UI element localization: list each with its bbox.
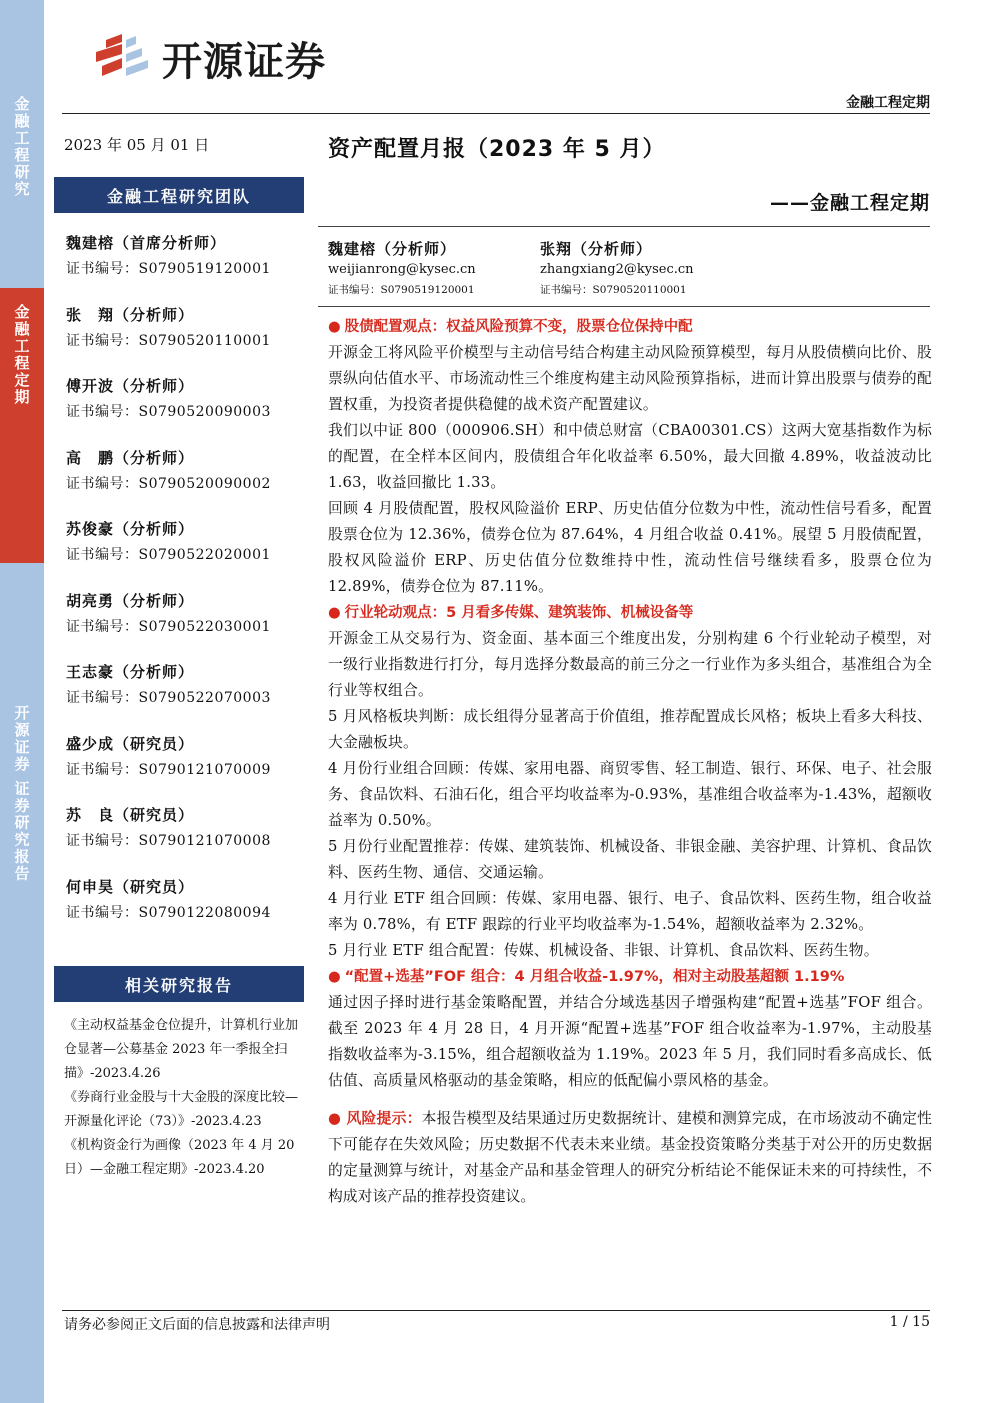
side-strip-top [0, 80, 44, 285]
side-strip [0, 0, 44, 1403]
report-subtitle: ——金融工程定期 [769, 192, 930, 214]
side-strip-mid [0, 288, 44, 563]
analyst-name: 苏俊豪（分析师） [66, 520, 195, 538]
body-paragraph: 5 月行业 ETF 组合配置：传媒、机械设备、非银、计算机、食品饮料、医药生物。 [328, 942, 879, 959]
body-paragraph: 开源金工从交易行为、资金面、基本面三个维度出发，分别构建 6 个行业轮动子模型，对一级行业指数进行打分，每月选择分数最高的前三分之一行业作为多头组合，基准组合为全行业等权组合。 [328, 630, 932, 699]
analyst-name: 傅开波（分析师） [66, 377, 195, 395]
analyst-name: 苏 良（研究员） [66, 806, 195, 824]
footer-disclaimer: 请务必参阅正文后面的信息披露和法律声明 [64, 1317, 330, 1333]
related-reports-list [64, 1014, 310, 1182]
related-report-link[interactable]: 《券商行业金股与十大金股的深度比较—开源量化评论（73）》-2023.4.23 [64, 1090, 299, 1129]
author-name: 魏建榕（分析师） [328, 240, 457, 258]
report-title: 资产配置月报（2023 年 5 月） [328, 137, 666, 162]
side-strip-bottom [0, 565, 44, 1403]
body-paragraph: 回顾 4 月股债配置，股权风险溢价 ERP、历史估值分位数为中性，流动性信号看多，配置股票仓位为 12.36%，债券仓位为 87.64%，4 月组合收益 0.41%。展望 5 月股债配置，股权风险溢价 ERP、历史估值分位数维持中性，流动性信号继续看多，股票仓位为 12.89%，债券仓位为 87.11%。 [328, 500, 932, 595]
related-report-link[interactable]: 《机构资金行为画像（2023 年 4 月 20 日）—金融工程定期》-2023.4.20 [64, 1138, 295, 1177]
footer-divider [62, 1310, 930, 1311]
body-paragraph: 4 月行业 ETF 组合回顾：传媒、家用电器、银行、电子、食品饮料、医药生物，组合收益率为 0.78%，有 ETF 跟踪的行业平均收益率为-1.54%，超额收益率为 2.32%。 [328, 890, 932, 933]
author-email[interactable]: weijianrong@kysec.cn [328, 262, 476, 277]
analyst-cert: 证书编号：S0790520090002 [66, 475, 271, 492]
body-paragraph: 我们以中证 800（000906.SH）和中债总财富（CBA00301.CS）这两大宽基指数作为标的配置，在全样本区间内，股债组合年化收益率 6.50%，最大回撤 4.89%，收益波动比 1.63，收益回撤比 1.33。 [328, 422, 932, 491]
section-heading [328, 964, 932, 990]
analyst-list [66, 232, 306, 947]
author-email[interactable]: zhangxiang2@kysec.cn [540, 262, 694, 277]
author-item [328, 238, 476, 297]
analyst-item [66, 518, 306, 590]
analyst-cert: 证书编号：S0790121070008 [66, 833, 271, 849]
analyst-item [66, 876, 306, 948]
analyst-cert: 证书编号：S0790520090003 [66, 404, 271, 420]
bullet-icon: ● [328, 969, 341, 985]
author-name: 张翔（分析师） [540, 240, 653, 258]
risk-heading: 风险提示： [346, 1110, 422, 1127]
section-heading [328, 314, 932, 340]
analyst-item [66, 304, 306, 376]
analyst-name: 胡亮勇（分析师） [66, 591, 195, 610]
bullet-icon: ● [328, 1110, 347, 1127]
side-label-periodic: 金融工程定期 [12, 304, 31, 406]
section-heading-text: 股债配置观点：权益风险预算不变，股票仓位保持中配 [344, 319, 693, 335]
analyst-cert: 证书编号：S0790522030001 [66, 618, 271, 635]
author-block [328, 238, 928, 298]
report-date: 2023 年 05 月 01 日 [64, 136, 210, 154]
risk-text: 本报告模型及结果通过历史数据统计、建模和测算完成，在市场波动不确定性下可能存在失效风险；历史数据不代表未来业绩。基金投资策略分类基于对公开的历史数据的定量测算与统计，对基金产品和基金管理人的研究分析结论不能保证未来的可持续性，不构成对该产品的推荐投资建议。 [328, 1110, 932, 1205]
analyst-name: 高 鹏（分析师） [66, 448, 195, 467]
analyst-item [66, 804, 306, 876]
author-divider [318, 306, 930, 307]
analyst-cert: 证书编号：S0790520110001 [66, 332, 271, 349]
analyst-item [66, 447, 306, 519]
analyst-item [66, 232, 306, 304]
header-divider [62, 113, 930, 114]
header-category: 金融工程定期 [846, 95, 930, 111]
body-paragraph: 5 月风格板块判断：成长组得分显著高于价值组，推荐配置成长风格；板块上看多大科技、大金融板块。 [328, 708, 932, 751]
author-cert: 证书编号：S0790520110001 [540, 284, 687, 296]
body-paragraph: 5 月份行业配置推荐：传媒、建筑装饰、机械设备、非银金融、美容护理、计算机、食品饮料、医药生物、通信、交通运输。 [328, 838, 932, 881]
body-paragraph: 4 月份行业组合回顾：传媒、家用电器、商贸零售、轻工制造、银行、环保、电子、社会服务、食品饮料、石油石化，组合平均收益率为-0.93%，基准组合收益率为-1.43%，超额收益率为 0.50%。 [328, 760, 932, 829]
section-heading-text: 行业轮动观点：5 月看多传媒、建筑装饰、机械设备等 [344, 605, 694, 621]
bullet-icon: ● [328, 319, 341, 335]
body-paragraph: 开源金工将风险平价模型与主动信号结合构建主动风险预算模型，每月从股债横向比价、股票纵向估值水平、市场流动性三个维度构建主动风险预算指标，进而计算出股票与债券的配置权重，为投资者提供稳健的战术资产配置建议。 [328, 344, 932, 413]
analyst-name: 魏建榕（首席分析师） [66, 234, 227, 252]
analyst-name: 张 翔（分析师） [66, 305, 195, 324]
team-banner: 金融工程研究团队 [54, 177, 304, 213]
brand-logo-icon [92, 32, 152, 86]
analyst-cert: 证书编号：S0790522020001 [66, 547, 271, 563]
risk-warning [328, 1106, 932, 1210]
subtitle-divider [318, 226, 930, 227]
brand-logo [92, 30, 326, 87]
author-item [540, 238, 694, 297]
analyst-item [66, 375, 306, 447]
analyst-name: 何申昊（研究员） [66, 877, 195, 896]
report-body [328, 314, 932, 1210]
analyst-name: 盛少成（研究员） [66, 734, 195, 753]
analyst-name: 王志豪（分析师） [66, 663, 195, 681]
page-number: 1 / 15 [889, 1314, 930, 1330]
spacer [328, 1094, 932, 1104]
section-heading [328, 600, 932, 626]
analyst-item [66, 661, 306, 733]
side-label-brand: 开源证券 证券研究报告 [12, 705, 31, 883]
analyst-cert: 证书编号：S0790522070003 [66, 690, 271, 706]
section-heading-text: “配置+选基”FOF 组合：4 月组合收益-1.97%，相对主动股基超额 1.19% [344, 969, 845, 985]
side-label-research: 金融工程研究 [12, 96, 31, 198]
analyst-item [66, 733, 306, 805]
related-reports-banner: 相关研究报告 [54, 966, 304, 1002]
analyst-cert: 证书编号：S0790519120001 [66, 261, 271, 277]
related-report-link[interactable]: 《主动权益基金仓位提升，计算机行业加仓显著—公募基金 2023 年一季报全扫描》-2023.4.26 [64, 1018, 299, 1081]
bullet-icon: ● [328, 605, 341, 621]
author-cert: 证书编号：S0790519120001 [328, 284, 475, 296]
brand-name: 开源证券 [162, 39, 326, 85]
analyst-cert: 证书编号：S0790121070009 [66, 761, 271, 778]
analyst-item [66, 590, 306, 662]
body-paragraph: 通过因子择时进行基金策略配置，并结合分域选基因子增强构建“配置+选基”FOF 组合。截至 2023 年 4 月 28 日，4 月开源“配置+选基”FOF 组合收益率为-1.97%，主动股基指数收益率为-3.15%，组合超额收益为 1.19%。2023 年 5 月，我们同时看多高成长、低估值、高质量风格驱动的基金策略，相应的低配偏小票风格的基金。 [328, 994, 932, 1089]
analyst-cert: 证书编号：S0790122080094 [66, 904, 271, 921]
